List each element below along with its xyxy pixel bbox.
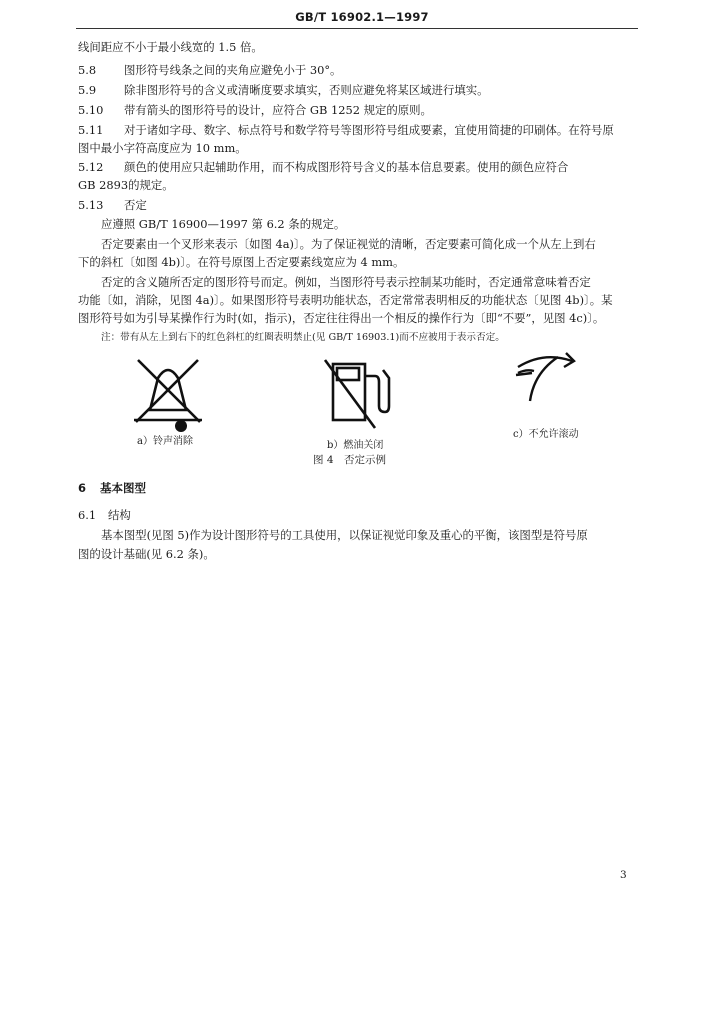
clause-5-12 bbox=[78, 160, 568, 174]
no-rolling-icon bbox=[508, 345, 592, 425]
section-6-heading bbox=[78, 481, 146, 495]
fuel-off-icon bbox=[323, 354, 403, 434]
clause-5-9 bbox=[78, 83, 489, 97]
clause-number: 5.12 bbox=[78, 160, 104, 174]
clause-5-10 bbox=[78, 103, 432, 117]
bell-cancelled-icon bbox=[128, 352, 208, 432]
figure-caption-b: b）燃油关闭 bbox=[327, 440, 384, 451]
note: 注：带有从左上到右下的红色斜杠的红圈表明禁止(见 GB/T 16903.1)而不应被用于表示否定。 bbox=[101, 332, 505, 343]
clause-5-13-para-3-line-2: 功能〔如，消除，见图 4a)〕。如果图形符号表明功能状态，否定常常表明相反的功能状态〔见图 4b)〕。某 bbox=[78, 293, 613, 307]
clause-title: 结构 bbox=[108, 508, 131, 522]
clause-5-13-para-3-line-3: 图形符号如为引导某操作行为时(如，指示)，否定往往得出一个相反的操作行为〔即“不要”，见图 4c)〕。 bbox=[78, 311, 605, 325]
clause-number: 5.8 bbox=[78, 63, 97, 77]
paragraph-continuation: 线间距应不小于最小线宽的 1.5 倍。 bbox=[78, 40, 263, 54]
clause-number: 5.9 bbox=[78, 83, 97, 97]
running-header: GB/T 16902.1—1997 bbox=[295, 10, 429, 24]
clause-6-1-heading bbox=[78, 508, 131, 522]
section-title: 基本图型 bbox=[100, 481, 146, 495]
clause-text: 除非图形符号的含义或清晰度要求填实，否则应避免将某区域进行填实。 bbox=[124, 83, 489, 97]
clause-5-8 bbox=[78, 63, 341, 77]
clause-6-1-line-1: 基本图型(见图 5)作为设计图形符号的工具使用，以保证视觉印象及重心的平衡，该图型是符号原 bbox=[101, 528, 588, 542]
figure-caption-a: a）铃声消除 bbox=[137, 436, 193, 447]
clause-5-12-line-2: GB 2893的规定。 bbox=[78, 178, 174, 192]
clause-5-13-para-2-line-2: 下的斜杠〔如图 4b)〕。在符号原图上否定要素线宽应为 4 mm。 bbox=[78, 255, 405, 269]
clause-6-1-line-2: 图的设计基础(见 6.2 条)。 bbox=[78, 547, 215, 561]
clause-text: 带有箭头的图形符号的设计，应符合 GB 1252 规定的原则。 bbox=[124, 103, 432, 117]
header-rule bbox=[76, 28, 638, 29]
clause-5-13-para-2-line-1: 否定要素由一个叉形来表示〔如图 4a)〕。为了保证视觉的清晰，否定要素可简化成一个从左上到右 bbox=[101, 237, 596, 251]
clause-5-13-heading bbox=[78, 198, 147, 212]
clause-5-13-para-1: 应遵照 GB/T 16900—1997 第 6.2 条的规定。 bbox=[101, 217, 346, 231]
clause-number: 5.10 bbox=[78, 103, 104, 117]
clause-5-11-line-2: 图中最小字符高度应为 10 mm。 bbox=[78, 141, 247, 155]
clause-number: 6.1 bbox=[78, 508, 97, 522]
clause-text: 颜色的使用应只起辅助作用，而不构成图形符号含义的基本信息要素。使用的颜色应符合 bbox=[124, 160, 569, 174]
clause-text: 图形符号线条之间的夹角应避免小于 30°。 bbox=[124, 63, 342, 77]
figure-caption-c: c）不允许滚动 bbox=[513, 429, 579, 440]
section-number: 6 bbox=[78, 481, 87, 495]
figure-title: 图 4 否定示例 bbox=[313, 454, 387, 466]
clause-number: 5.13 bbox=[78, 198, 104, 212]
clause-5-13-para-3-line-1: 否定的含义随所否定的图形符号而定。例如，当图形符号表示控制某功能时，否定通常意味着否定 bbox=[101, 275, 591, 289]
clause-text: 对于诸如字母、数字、标点符号和数学符号等图形符号组成要素，宜使用简捷的印刷体。在符号原 bbox=[124, 123, 614, 137]
clause-number: 5.11 bbox=[78, 123, 104, 137]
page-number: 3 bbox=[620, 869, 627, 881]
clause-5-11 bbox=[78, 123, 614, 137]
clause-title: 否定 bbox=[124, 198, 147, 212]
